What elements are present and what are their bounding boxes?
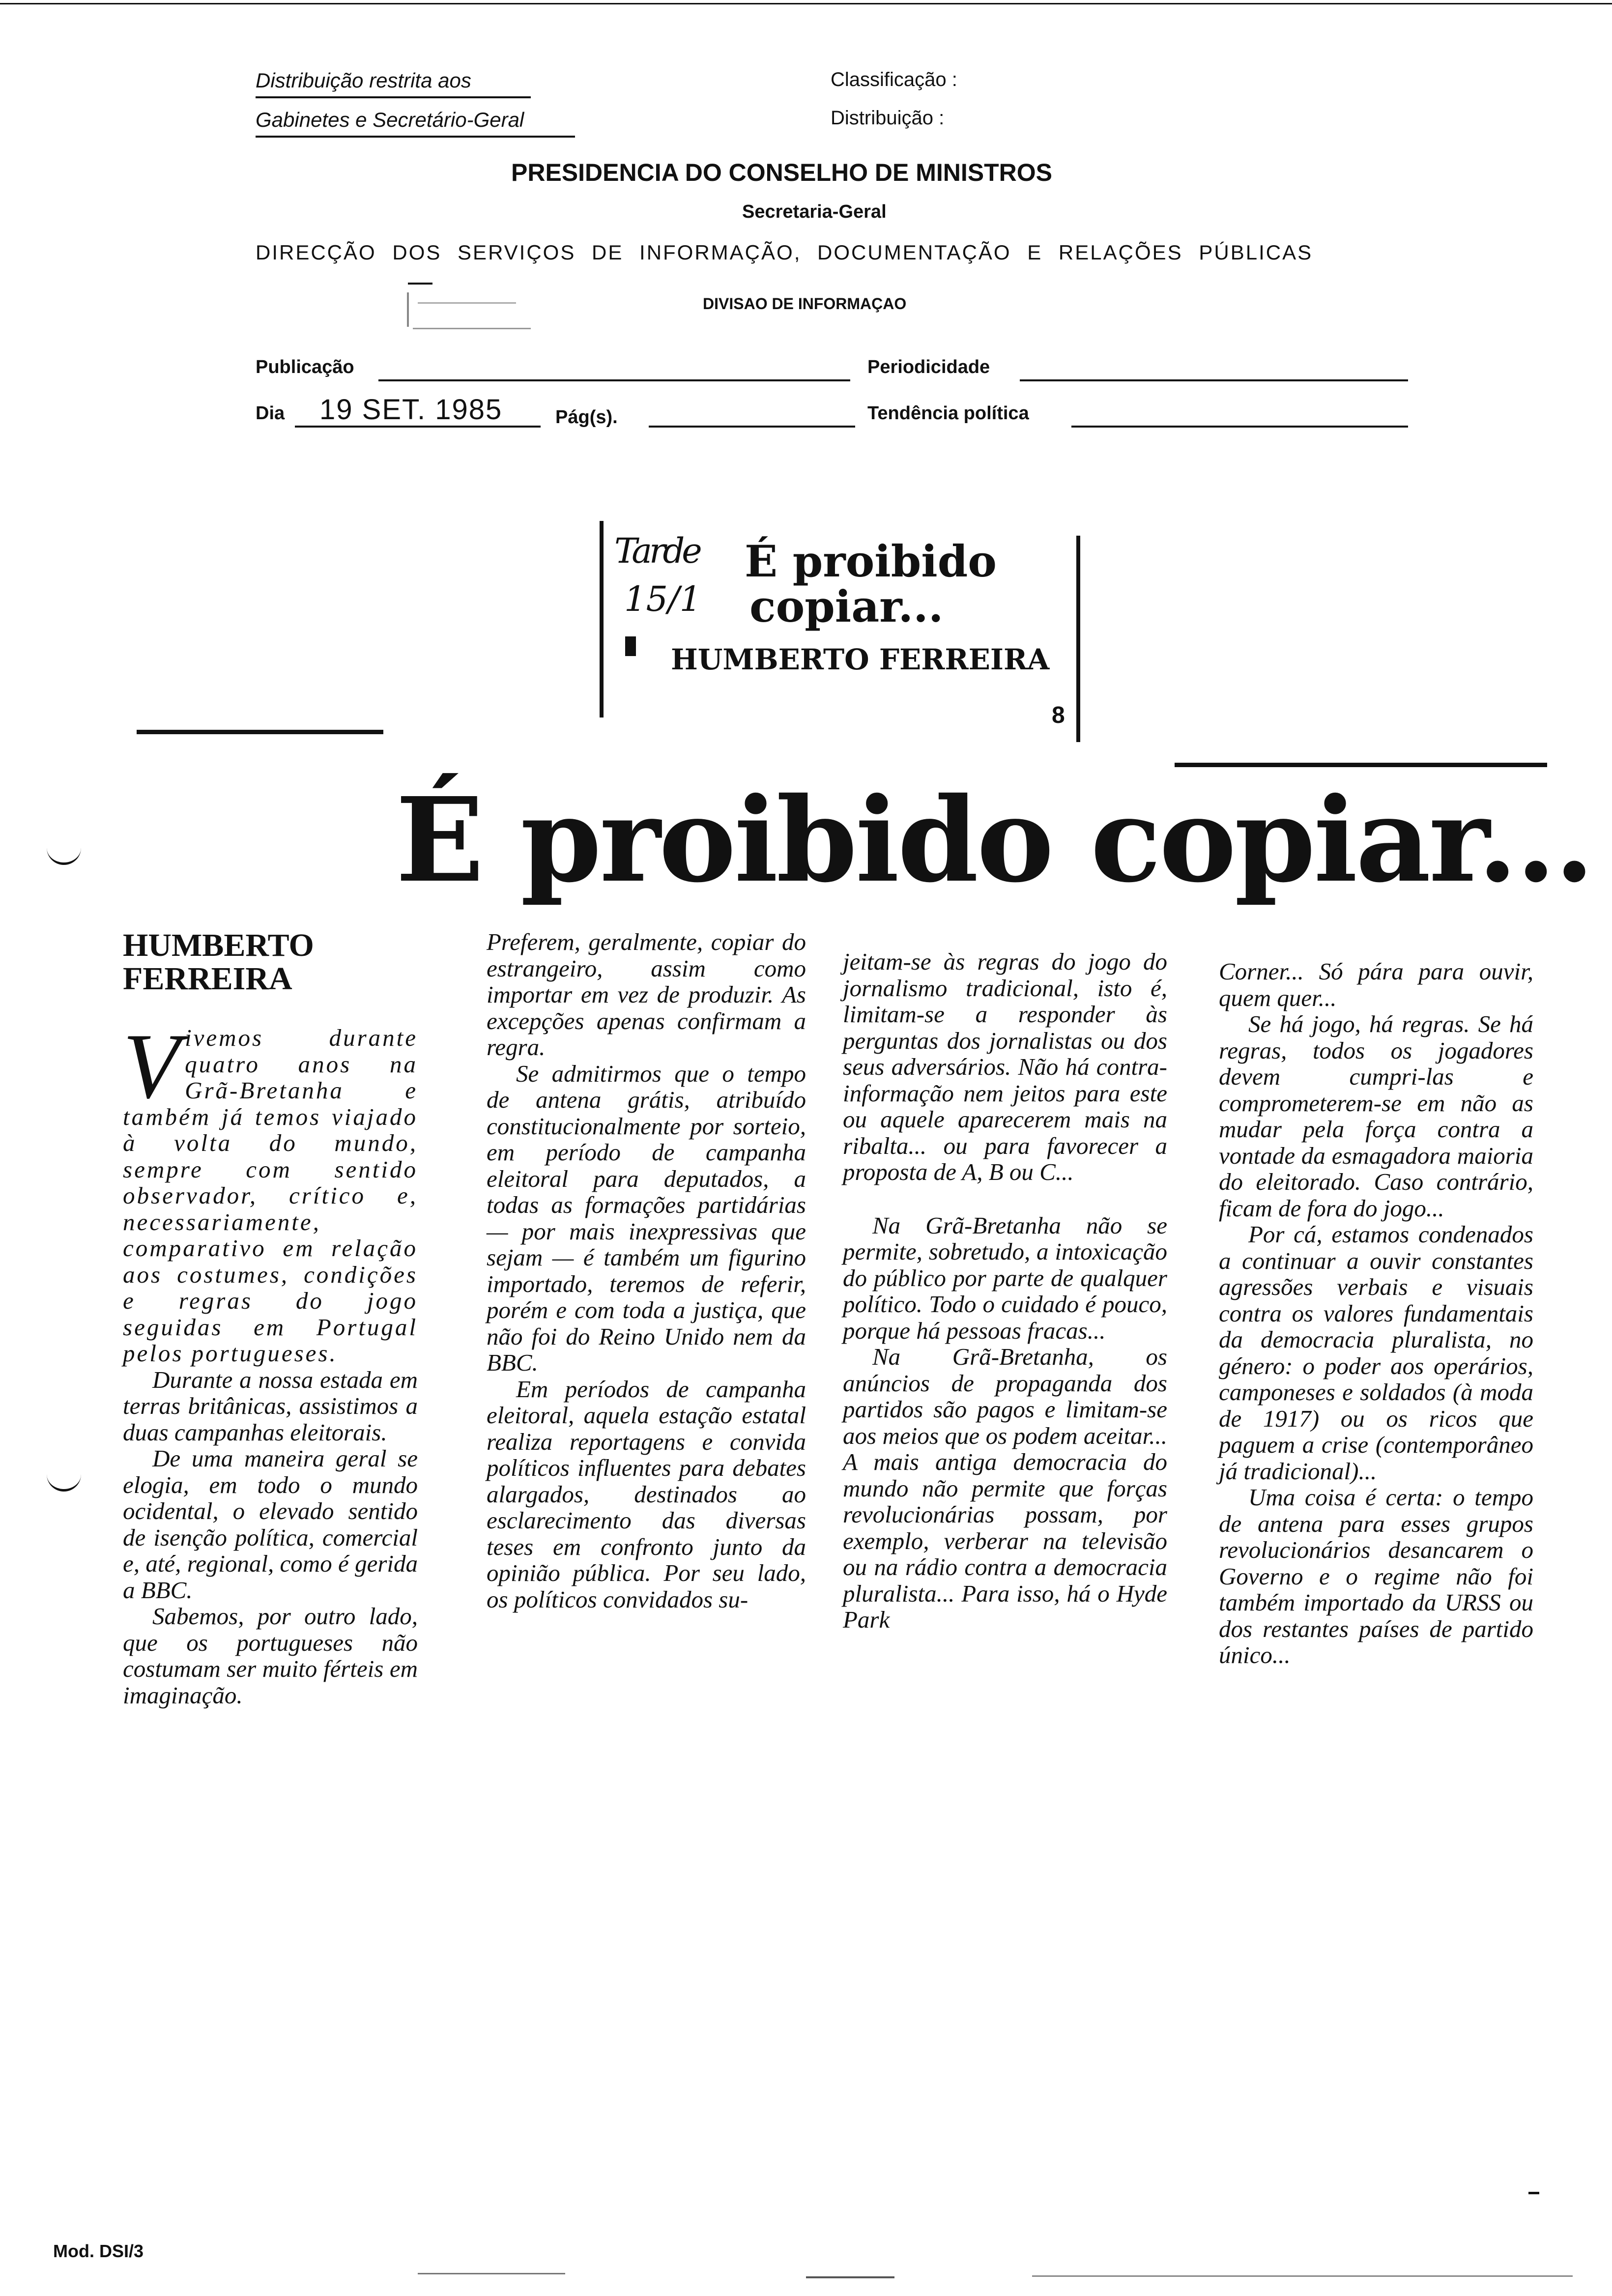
col4-paragraph: Corner... Só pára para ouvir, quem quer... xyxy=(1219,958,1533,1011)
top-border xyxy=(0,3,1612,4)
col2-paragraph: Preferem, geralmente, copiar do estrangeiro, assim como importar em vez de produzir. As excepções apenas confirmam a regra. xyxy=(487,928,806,1061)
publicacao-label: Publicação xyxy=(256,357,354,377)
article-column-2 xyxy=(487,929,806,1612)
article-author xyxy=(123,929,314,996)
dia-label: Dia xyxy=(256,403,285,424)
col1-paragraph: Sabemos, por outro lado, que os portugueses não costumam ser muito férteis em imaginação. xyxy=(123,1603,418,1709)
footer-noise-1 xyxy=(418,2273,565,2274)
article-column-3 xyxy=(843,948,1167,1633)
clipping-author: HUMBERTO FERREIRA xyxy=(671,643,1050,676)
periodicidade-label: Periodicidade xyxy=(867,357,990,377)
classificacao-label: Classificação : xyxy=(831,69,957,90)
clipping-title-line-2: copiar... xyxy=(749,581,944,632)
distribution-line-1: Distribuição restrita aos xyxy=(256,69,471,92)
author-line-2: FERREIRA xyxy=(123,961,292,997)
author-line-1: HUMBERTO xyxy=(123,927,314,963)
drop-cap: V xyxy=(123,1015,180,1118)
col1-paragraph: De uma maneira geral se elogia, em todo o mundo ocidental, o elevado sentido de isenção política, comercial e, até, regional, como é gerida a BBC. xyxy=(123,1445,418,1604)
pags-line xyxy=(649,426,855,428)
clipping-page-number: 8 xyxy=(1052,702,1065,728)
clipping-handwritten-number: 15/1 xyxy=(624,579,702,619)
left-rule xyxy=(137,730,383,734)
clipping-right-border xyxy=(1076,536,1080,742)
periodicidade-line xyxy=(1020,379,1408,381)
col2-paragraph: Em períodos de campanha eleitoral, aquela estação estatal realiza reportagens e convida políticos influentes para debates alargados, destinados ao esclarecimento das diversas teses em confronto junto da opinião pública. Por seu lado, os políticos convidados su- xyxy=(487,1375,806,1613)
clipping-left-border xyxy=(600,521,604,718)
right-rule xyxy=(1175,763,1547,767)
margin-mark-2 xyxy=(47,1469,81,1492)
dia-line xyxy=(295,426,541,428)
distribuicao-label: Distribuição : xyxy=(831,107,945,129)
clipping-box xyxy=(600,521,1091,747)
footer-dash xyxy=(1528,2192,1539,2194)
pags-label: Pág(s). xyxy=(555,407,618,428)
col2-paragraph: Se admitirmos que o tempo de antena grátis, atribuído constitucionalmente por sorteio, em período de campanha eleitoral para deputados, a todas as formações partidárias — por mais inexpressivas que sejam — é também um figurino importado, teremos de referir, porém e com toda a justiça, que não foi do Reino Unido nem da BBC. xyxy=(487,1060,806,1376)
direccao-line: DIRECÇÃO DOS SERVIÇOS DE INFORMAÇÃO, DOCUMENTAÇÃO E RELAÇÕES PÚBLICAS xyxy=(256,241,1313,264)
footer-noise-3 xyxy=(1032,2275,1573,2277)
clipping-ink-mark xyxy=(625,636,636,656)
margin-mark-1 xyxy=(47,843,81,865)
clipping-title-line-1: É proibido xyxy=(745,536,997,587)
col1-paragraph: Durante a nossa estada em terras britânicas, assistimos a duas campanhas eleitorais. xyxy=(123,1366,418,1446)
footer-model: Mod. DSI/3 xyxy=(53,2241,144,2261)
divisao-label: DIVISAO DE INFORMAÇAO xyxy=(703,295,907,313)
col4-paragraph: Uma coisa é certa: o tempo de antena para esses grupos revolucionários desancarem o Governo e o regime não foi também importado da URSS ou dos restantes países de partido único... xyxy=(1219,1484,1533,1668)
presidencia-title: PRESIDENCIA DO CONSELHO DE MINISTROS xyxy=(511,159,1053,186)
secretaria-geral: Secretaria-Geral xyxy=(742,201,887,222)
tendencia-label: Tendência política xyxy=(867,403,1029,424)
distribution-underline-2 xyxy=(256,136,575,138)
article-column-1 xyxy=(123,1015,418,1709)
tendencia-line xyxy=(1071,426,1408,428)
article-column-4 xyxy=(1219,958,1533,1668)
col4-paragraph: Por cá, estamos condenados a continuar a ouvir constantes agressões verbais e visuais contra os valores fundamentais da democracia pluralista, no género: o poder aos operários, camponeses e soldados (à moda de 1917) ou os ricos que paguem a crise (contemporâneo já tradicional)... xyxy=(1219,1221,1533,1485)
dia-value: 19 SET. 1985 xyxy=(319,394,503,426)
faint-stamp xyxy=(403,283,541,337)
footer-noise-2 xyxy=(806,2276,894,2278)
col4-paragraph: Se há jogo, há regras. Se há regras, todos os jogadores devem cumpri-las e comprometerem-se em não as mudar pela força contra a vontade da esmagadora maioria do eleitorado. Caso contrário, ficam de fora do jogo... xyxy=(1219,1010,1533,1222)
col3-paragraph: Na Grã-Bretanha não se permite, sobretudo, a intoxicação do público por parte de qualquer político. Todo o cuidado é pouco, porque há pessoas fracas... xyxy=(843,1211,1167,1344)
article-headline: É proibido copiar... xyxy=(396,772,1593,908)
col1-paragraph: ivemos durante quatro anos na Grã-Bretanha e também já temos viajado à volta do mundo, sempre com sentido observador, crítico e, necessariamente, comparativo em relação aos costumes, condições e regras do jogo seguidas em Portugal pelos portugueses. xyxy=(123,1024,418,1367)
publicacao-line xyxy=(378,379,850,381)
clipping-handwritten-mark: Tarde xyxy=(614,531,699,571)
col3-paragraph: jeitam-se às regras do jogo do jornalismo tradicional, isto é, limitam-se a responder às perguntas dos jornalistas ou dos seus adversários. Não há contra-informação nem jeitos para este ou aquele aparecerem mais na ribalta... ou para favorecer a proposta de A, B ou C... xyxy=(843,948,1167,1185)
distribution-underline-1 xyxy=(256,96,531,98)
col3-paragraph: Na Grã-Bretanha, os anúncios de propaganda dos partidos são pagos e limitam-se aos meios que os podem aceitar... A mais antiga democracia do mundo não permite que forças revolucionárias possam, por exemplo, verberar na televisão ou na rádio contra a democracia pluralista... Para isso, há o Hyde Park xyxy=(843,1343,1167,1633)
distribution-line-2: Gabinetes e Secretário-Geral xyxy=(256,108,524,131)
